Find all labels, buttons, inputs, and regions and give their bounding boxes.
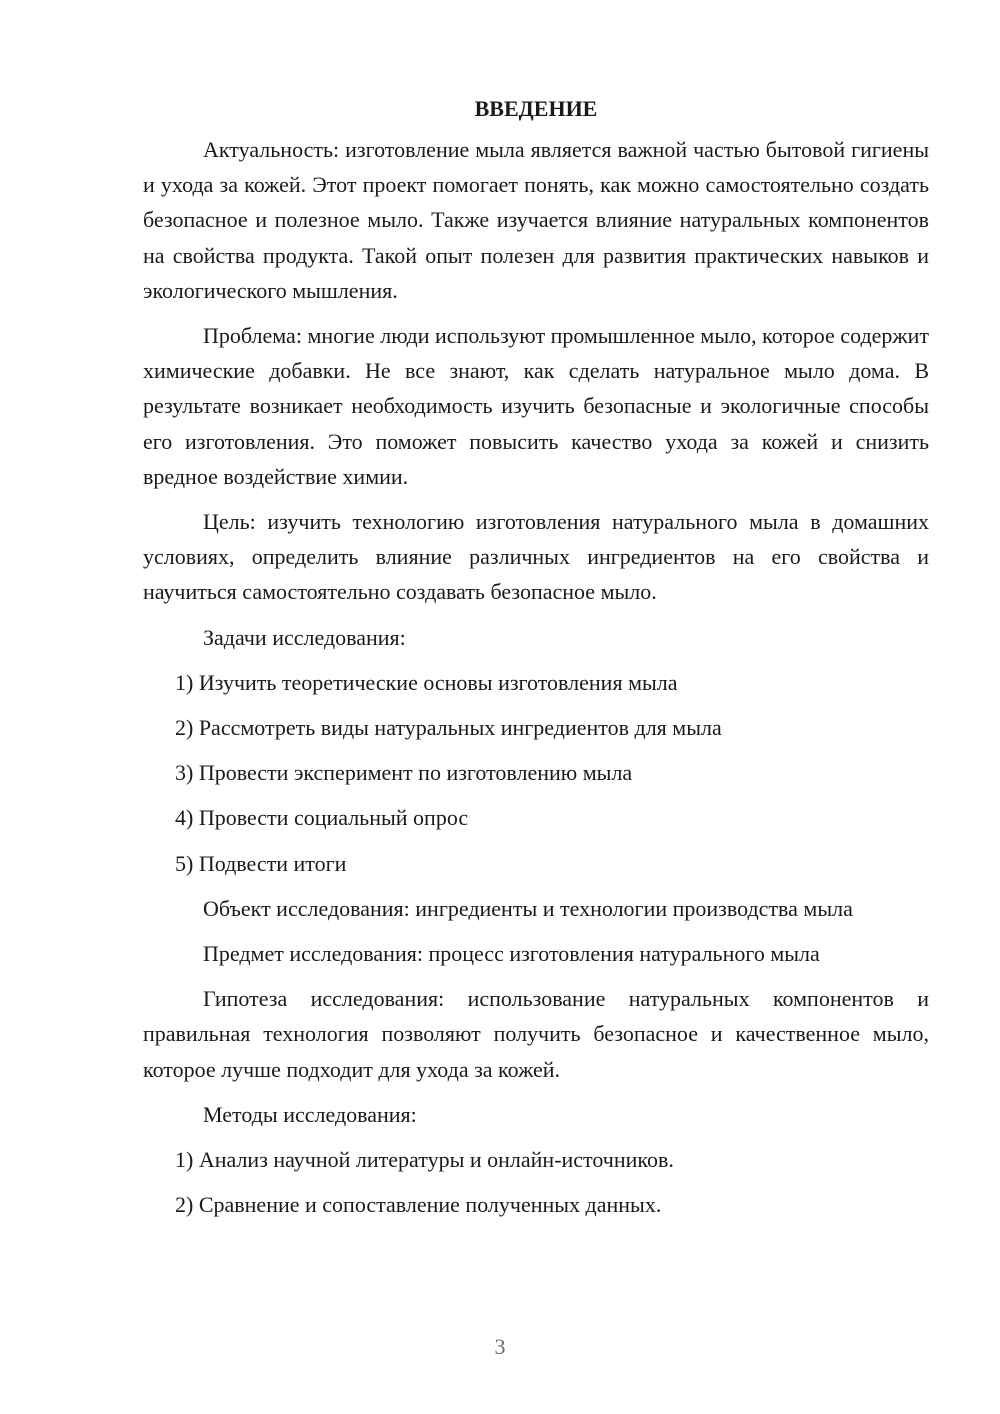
- task-item: 1) Изучить теоретические основы изготовления мыла: [175, 669, 678, 695]
- goal-paragraph: Цель: изучить технологию изготовления натурального мыла в домашних условиях, определить влияние различных ингредиентов на его свойства и научиться самостоятельно создавать безопасное мыло.: [143, 509, 929, 605]
- methods-list: [143, 1142, 929, 1222]
- relevance-paragraph: Актуальность: изготовление мыла является важной частью бытовой гигиены и ухода за кожей. Этот проект помогает понять, как можно самостоятельно создать безопасное и полезное мыло. Также изучается влияние натуральных компонентов на свойства продукта. Такой опыт полезен для развития практических навыков и экологического мышления.: [143, 137, 929, 303]
- subject-paragraph: Предмет исследования: процесс изготовления натурального мыла: [203, 941, 820, 967]
- tasks-heading: Задачи исследования:: [203, 624, 406, 650]
- hypothesis-paragraph: Гипотеза исследования: использование натуральных компонентов и правильная технология позволяют получить безопасное и качественное мыло, которое лучше подходит для ухода за кожей.: [143, 986, 929, 1082]
- document-page: [143, 94, 929, 1232]
- task-item: 2) Рассмотреть виды натуральных ингредиентов для мыла: [175, 715, 722, 741]
- problem-paragraph: Проблема: многие люди используют промышленное мыло, которое содержит химические добавки. Не все знают, как сделать натуральное мыло дома. В результате возникает необходимость изучить безопасные и экологичные способы его изготовления. Это поможет повысить качество ухода за кожей и снизить вредное воздействие химии.: [143, 323, 929, 489]
- object-paragraph: Объект исследования: ингредиенты и технологии производства мыла: [203, 895, 853, 921]
- method-item: 1) Анализ научной литературы и онлайн-источников.: [175, 1147, 674, 1173]
- task-item: 5) Подвести итоги: [175, 850, 347, 876]
- tasks-list: [143, 665, 929, 881]
- page-number: 3: [494, 1334, 506, 1359]
- section-title: ВВЕДЕНИЕ: [474, 96, 598, 121]
- method-item: 2) Сравнение и сопоставление полученных данных.: [175, 1192, 662, 1218]
- task-item: 3) Провести эксперимент по изготовлению мыла: [175, 760, 633, 786]
- methods-heading: Методы исследования:: [203, 1101, 417, 1127]
- task-item: 4) Провести социальный опрос: [175, 805, 469, 831]
